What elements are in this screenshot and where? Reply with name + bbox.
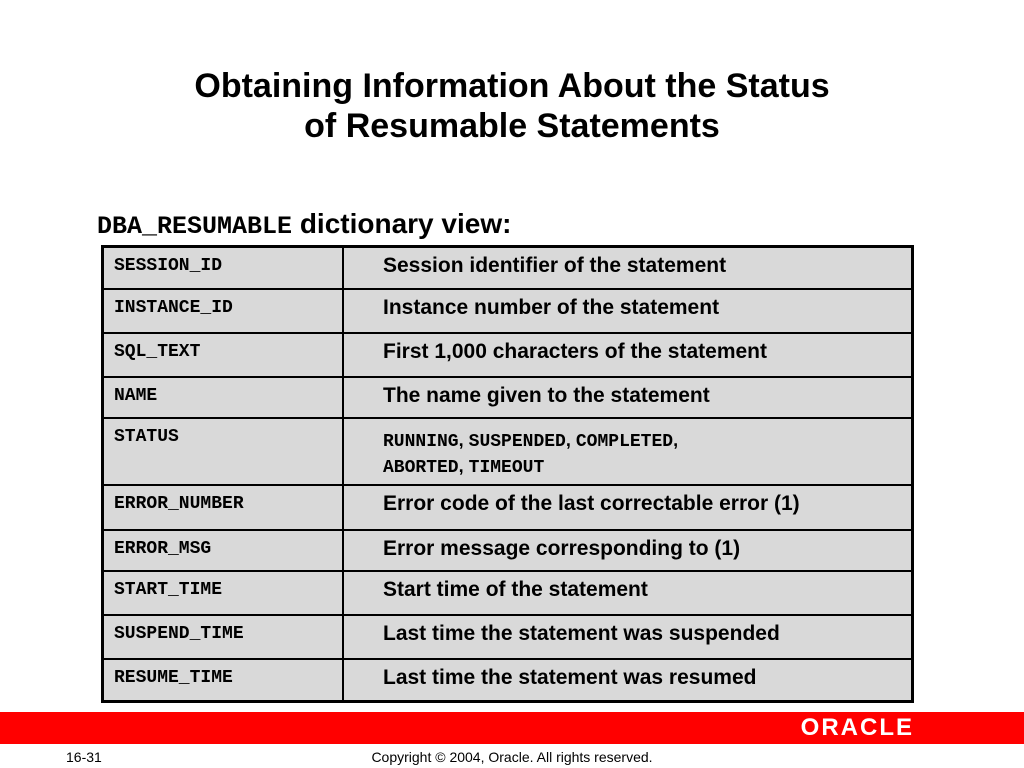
column-name: START_TIME [103,571,344,615]
column-name: ERROR_NUMBER [103,485,344,530]
footer-red-bar [0,712,1024,744]
slide-title [0,66,1024,146]
column-description: Start time of the statement [343,571,913,615]
column-description: Last time the statement was suspended [343,615,913,659]
copyright-notice: Copyright © 2004, Oracle. All rights reserved. [371,749,653,765]
view-suffix: dictionary view: [292,208,512,239]
column-name: ERROR_MSG [103,530,344,571]
intro-line [97,205,511,246]
slide-title-line-2: of Resumable Statements [304,107,720,145]
oracle-logo: ORACLE [800,714,914,741]
column-name: INSTANCE_ID [103,289,344,333]
table-row [103,418,913,485]
slide-title-line-1: Obtaining Information About the Status [194,67,830,105]
column-description: Instance number of the statement [343,289,913,333]
column-description: Last time the statement was resumed [343,659,913,702]
column-description: The name given to the statement [343,377,913,418]
status-value: RUNNING [383,431,459,452]
status-value: SUSPENDED [468,431,566,452]
column-name: SUSPEND_TIME [103,615,344,659]
table-row [103,247,913,289]
status-value: TIMEOUT [468,457,545,478]
table-row [103,530,913,571]
table-row [103,289,913,333]
column-description: First 1,000 characters of the statement [343,333,913,377]
resumable-view-table [101,245,914,703]
table-row [103,615,913,659]
status-value: COMPLETED [575,431,674,452]
status-values-line-1: RUNNING, SUSPENDED, COMPLETED, [383,429,679,452]
column-name: SQL_TEXT [103,333,344,377]
column-description [343,418,913,485]
table-row [103,485,913,530]
status-value: ABORTED [383,457,459,478]
table-row [103,377,913,418]
page-number: 16-31 [66,749,102,765]
column-name: NAME [103,377,344,418]
table-row [103,333,913,377]
column-name: SESSION_ID [103,247,344,289]
column-name: RESUME_TIME [103,659,344,702]
status-values-line-2: ABORTED, TIMEOUT [383,455,545,478]
column-description: Error code of the last correctable error (1) [343,485,913,530]
table-row [103,659,913,702]
column-description: Error message corresponding to (1) [343,530,913,571]
table-row [103,571,913,615]
column-description: Session identifier of the statement [343,247,913,289]
column-name: STATUS [103,418,344,485]
view-name: DBA_RESUMABLE [97,212,293,241]
